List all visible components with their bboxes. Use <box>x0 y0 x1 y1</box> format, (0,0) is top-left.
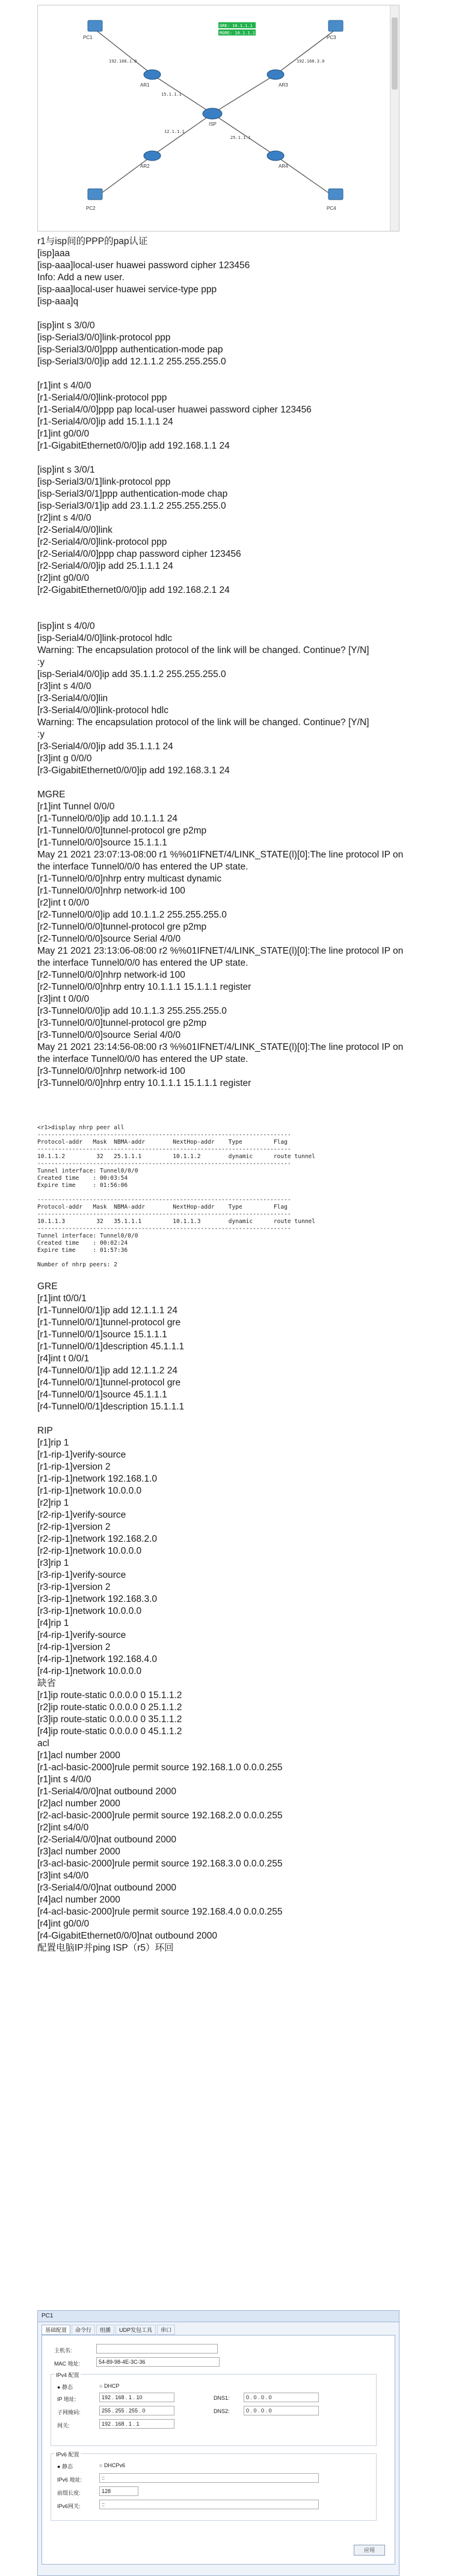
text-line: [r3]acl number 2000 <box>37 1847 120 1857</box>
svg-text:15.1.1.1: 15.1.1.1 <box>161 92 182 97</box>
text-line: [r2]int s 4/0/0 <box>37 513 91 523</box>
tab-basic[interactable]: 基础配置 <box>42 2325 70 2335</box>
pc2-icon <box>88 189 102 200</box>
text-line: [r2-Serial4/0/0]ip add 25.1.1.1 24 <box>37 561 173 571</box>
text-line: [r1-Tunnel0/0/0]nhrp network-id 100 <box>37 886 185 896</box>
text-line: [r2]int g0/0/0 <box>37 573 90 583</box>
text-line: [r1-rip-1]version 2 <box>37 1462 111 1472</box>
text-line: GRE <box>37 1281 58 1292</box>
text-line: [r2-GigabitEthernet0/0/0]ip add 192.168.2.1 24 <box>37 585 230 595</box>
text-line: [r4-GigabitEthernet0/0/0]nat outbound 2000 <box>37 1931 218 1941</box>
text-line: [r4]ip route-static 0.0.0.0 0 45.1.1.2 <box>37 1726 182 1737</box>
text-line: [r2]int s4/0/0 <box>37 1823 89 1833</box>
text-line: [r1]ip route-static 0.0.0.0 0 15.1.1.2 <box>37 1690 182 1700</box>
ipv6-section-title: IPv6 配置 <box>56 2452 79 2458</box>
text-line: Expire time : 01:57:36 <box>37 1247 128 1254</box>
text-line: [r2-Tunnel0/0/0]ip add 10.1.1.2 255.255.255.0 <box>37 910 227 920</box>
router-ar4-icon <box>267 151 284 161</box>
text-line: [r3]int s 4/0/0 <box>37 681 91 692</box>
text-line: [r3-rip-1]network 10.0.0.0 <box>37 1606 142 1616</box>
config-text-section-1 <box>37 236 410 1090</box>
text-line: [r2]int t 0/0/0 <box>37 898 90 908</box>
text-line: acl <box>37 1738 49 1749</box>
svg-text:MGRE: 10.1.1.1: MGRE: 10.1.1.1 <box>220 31 256 35</box>
text-line: Warning: The encapsulation protocol of the link will be changed. Continue? [Y/N] <box>37 645 369 655</box>
text-line: [r1]rip 1 <box>37 1438 69 1448</box>
apply-button[interactable]: 应用 <box>354 2545 385 2556</box>
text-line: [r3-Serial4/0/0]nat outbound 2000 <box>37 1883 176 1893</box>
mac-field[interactable]: 54-89-98-4E-3C-36 <box>96 2357 220 2367</box>
text-line: Number of nhrp peers: 2 <box>37 1262 117 1268</box>
text-line: [r3]rip 1 <box>37 1558 69 1568</box>
hostname-field[interactable] <box>96 2344 218 2354</box>
svg-text:GRE: 10.1.1.1: GRE: 10.1.1.1 <box>220 23 253 28</box>
tab-udp[interactable]: UDP发包工具 <box>116 2325 156 2335</box>
text-line: [r3-rip-1]network 192.168.3.0 <box>37 1594 158 1604</box>
text-line: [r3]int g 0/0/0 <box>37 753 92 764</box>
text-line: :y <box>37 729 45 740</box>
text-line: [isp]int s 4/0/0 <box>37 621 95 631</box>
text-line: [r3-acl-basic-2000]rule permit source 192.168.3.0 0.0.0.255 <box>37 1859 283 1869</box>
text-line: [isp]int s 3/0/1 <box>37 465 95 475</box>
text-line: [r1]int s 4/0/0 <box>37 1774 91 1785</box>
text-line: [r1-Tunnel0/0/0]ip add 10.1.1.1 24 <box>37 814 177 824</box>
config-text-section-2 <box>37 1281 410 1954</box>
pc1-icon <box>88 20 102 31</box>
text-line: [r3-Serial4/0/0]ip add 35.1.1.1 24 <box>37 741 173 752</box>
text-line: [r1-rip-1]network 192.168.1.0 <box>37 1474 158 1484</box>
text-line: [r1-Tunnel0/0/0]tunnel-protocol gre p2mp <box>37 826 207 836</box>
text-line: 10.1.1.2 32 25.1.1.1 10.1.1.2 dynamic route tunnel <box>37 1153 316 1160</box>
svg-text:PC3: PC3 <box>327 35 336 40</box>
mask-label: 子网掩码: <box>57 2409 81 2415</box>
text-line: [r1]int s 4/0/0 <box>37 381 91 391</box>
text-line: Protocol-addr Mask NBMA-addr NextHop-addr Type Flag <box>37 1204 288 1210</box>
text-line: [isp-Serial3/0/1]link-protocol ppp <box>37 477 171 487</box>
gateway-field[interactable]: 192 . 168 . 1 . 1 <box>99 2419 174 2429</box>
svg-text:ISP: ISP <box>209 121 217 127</box>
text-line <box>37 308 410 320</box>
ipv6-dhcp-radio[interactable]: ○ DHCPv6 <box>99 2462 125 2468</box>
text-line: Expire time : 01:56:06 <box>37 1182 128 1189</box>
text-line: ------------------------------------------------------------------------- <box>37 1211 291 1218</box>
text-line: MGRE <box>37 790 66 800</box>
topology-window <box>37 5 399 232</box>
text-line: [r4-Tunnel0/0/1]tunnel-protocol gre <box>37 1378 181 1388</box>
ipv6-gateway-field[interactable]: :: <box>99 2500 319 2509</box>
text-line: [r1-Tunnel0/0/1]source 15.1.1.1 <box>37 1329 167 1340</box>
text-line: Info: Add a new user. <box>37 272 125 283</box>
ipv6-addr-field[interactable]: :: <box>99 2473 319 2483</box>
text-line: [isp-Serial3/0/0]link-protocol ppp <box>37 333 171 343</box>
text-line: [isp-Serial3/0/1]ip add 23.1.1.2 255.255.255.0 <box>37 501 226 511</box>
nhrp-peer-output <box>37 1124 410 1269</box>
svg-text:192.168.3.0: 192.168.3.0 <box>297 59 325 64</box>
text-line: [r3]int s4/0/0 <box>37 1871 89 1881</box>
pc-config-window <box>37 2310 399 2576</box>
text-line: :y <box>37 657 45 667</box>
ipv6-gateway-label: IPv6网关: <box>57 2503 81 2509</box>
text-line: [r4-Tunnel0/0/1]source 45.1.1.1 <box>37 1390 167 1400</box>
text-line: [r2-Tunnel0/0/0]nhrp entry 10.1.1.1 15.1.1.1 register <box>37 982 251 992</box>
text-line: ------------------------------------------------------------------------- <box>37 1197 291 1203</box>
text-line: [r1-GigabitEthernet0/0/0]ip add 192.168.1.1 24 <box>37 441 230 451</box>
text-line <box>37 368 410 380</box>
text-line: [r3-Tunnel0/0/0]nhrp network-id 100 <box>37 1066 185 1076</box>
svg-text:25.1.1.1: 25.1.1.1 <box>230 135 251 140</box>
tab-serial[interactable]: 串口 <box>157 2325 175 2335</box>
text-line: 10.1.1.3 32 35.1.1.1 10.1.1.3 dynamic route tunnel <box>37 1218 316 1225</box>
svg-text:AR2: AR2 <box>140 164 150 169</box>
text-line: ------------------------------------------------------------------------- <box>37 1132 291 1138</box>
text-line: [r1-Serial4/0/0]nat outbound 2000 <box>37 1786 176 1797</box>
router-isp-icon <box>203 108 222 119</box>
text-line: <r1>display nhrp peer all <box>37 1124 125 1131</box>
text-line: [r3-Tunnel0/0/0]source Serial 4/0/0 <box>37 1030 181 1040</box>
text-line <box>37 1189 410 1197</box>
text-line: [r1-Serial4/0/0]link-protocol ppp <box>37 393 167 403</box>
ipv4-group <box>51 2374 377 2446</box>
text-line: [r2-rip-1]network 10.0.0.0 <box>37 1546 142 1556</box>
text-line: [r2-Tunnel0/0/0]tunnel-protocol gre p2mp <box>37 922 207 932</box>
text-line: May 21 2021 23:14:56-08:00 r3 %%01IFNET/4/LINK_STATE(l)[0]:The line protocol IP on the interface Tunnel0/0/0 has entered the UP state. <box>37 1042 406 1064</box>
text-line: [r1-Tunnel0/0/1]ip add 12.1.1.1 24 <box>37 1305 177 1316</box>
text-line: [r2-Tunnel0/0/0]nhrp network-id 100 <box>37 970 185 980</box>
prefix-label: 前缀长度: <box>57 2490 81 2496</box>
text-line: [r1]int g0/0/0 <box>37 429 90 439</box>
text-line: Created time : 00:02:24 <box>37 1240 128 1247</box>
pc3-icon <box>328 20 343 31</box>
svg-text:12.1.1.1: 12.1.1.1 <box>164 129 185 134</box>
text-line: [r3-Serial4/0/0]link-protocol hdlc <box>37 705 168 716</box>
text-line: [r4-Tunnel0/0/1]description 15.1.1.1 <box>37 1402 185 1412</box>
text-line: [r2-rip-1]version 2 <box>37 1522 111 1532</box>
static-radio[interactable]: ● 静态 <box>57 2384 73 2390</box>
text-line: May 21 2021 23:13:06-08:00 r2 %%01IFNET/4/LINK_STATE(l)[0]:The line protocol IP on the interface Tunnel0/0/0 has entered the UP state. <box>37 946 406 968</box>
text-line: [r3]int t 0/0/0 <box>37 994 90 1004</box>
router-ar3-icon <box>267 70 284 79</box>
text-line: [isp-aaa]q <box>37 296 79 307</box>
text-line: [r1]acl number 2000 <box>37 1750 120 1761</box>
text-line: [r1]int t0/0/1 <box>37 1293 87 1304</box>
text-line: [r4-Tunnel0/0/1]ip add 12.1.1.2 24 <box>37 1366 177 1376</box>
text-line: [r2-Tunnel0/0/0]source Serial 4/0/0 <box>37 934 181 944</box>
text-line: RIP <box>37 1426 53 1436</box>
text-line <box>37 452 410 464</box>
text-line: [r4]int t 0/0/1 <box>37 1354 90 1364</box>
text-line: [isp-Serial3/0/0]ip add 12.1.1.2 255.255.255.0 <box>37 357 226 367</box>
text-line: [r1-Tunnel0/0/1]description 45.1.1.1 <box>37 1342 185 1352</box>
text-line: [r2-rip-1]verify-source <box>37 1510 126 1520</box>
text-line: [isp]int s 3/0/0 <box>37 320 95 331</box>
text-line: [r1-Serial4/0/0]ppp pap local-user huawei password cipher 123456 <box>37 405 312 415</box>
text-line: [r4-rip-1]network 192.168.4.0 <box>37 1654 158 1664</box>
text-line: [r3-rip-1]verify-source <box>37 1570 126 1580</box>
text-line: [r1-Tunnel0/0/1]tunnel-protocol gre <box>37 1317 181 1328</box>
text-line: [r2-Serial4/0/0]nat outbound 2000 <box>37 1835 176 1845</box>
text-line <box>37 777 410 789</box>
text-line: [isp-Serial4/0/0]link-protocol hdlc <box>37 633 172 643</box>
text-line <box>37 596 410 609</box>
dns2-label: DNS2: <box>214 2408 230 2414</box>
text-line: [r2]acl number 2000 <box>37 1799 120 1809</box>
tab-multicast[interactable]: 组播 <box>96 2325 114 2335</box>
svg-text:AR3: AR3 <box>279 82 288 88</box>
text-line: ------------------------------------------------------------------------- <box>37 1161 291 1167</box>
text-line: [r3-Serial4/0/0]lin <box>37 693 108 704</box>
text-line: [r1-acl-basic-2000]rule permit source 192.168.1.0 0.0.0.255 <box>37 1762 283 1773</box>
ipv6-static-radio[interactable]: ● 静态 <box>57 2464 73 2470</box>
text-line: [isp-aaa]local-user huawei password cipher 123456 <box>37 260 250 271</box>
text-line: Protocol-addr Mask NBMA-addr NextHop-addr Type Flag <box>37 1139 288 1145</box>
text-line: [isp-Serial4/0/0]ip add 35.1.1.2 255.255.255.0 <box>37 669 226 679</box>
pc-window-title: PC1 <box>38 2311 399 2322</box>
dns1-label: DNS1: <box>214 2395 230 2401</box>
text-line: [r1-Tunnel0/0/0]source 15.1.1.1 <box>37 838 167 848</box>
topology-scrollbar[interactable] <box>390 5 399 231</box>
text-line: [isp-Serial3/0/0]ppp authentication-mode pap <box>37 345 223 355</box>
text-line: [r3-GigabitEthernet0/0/0]ip add 192.168.3.1 24 <box>37 765 230 776</box>
text-line: [r3]ip route-static 0.0.0.0 0 35.1.1.2 <box>37 1714 182 1725</box>
text-line: Created time : 00:03:54 <box>37 1175 128 1182</box>
text-line: [isp]aaa <box>37 248 70 259</box>
svg-text:PC4: PC4 <box>327 206 336 211</box>
text-line: 配置电脑IP并ping ISP（r5）环回 <box>37 1943 174 1953</box>
text-line: [r3-rip-1]version 2 <box>37 1582 111 1592</box>
text-line: [r3-Tunnel0/0/0]ip add 10.1.1.3 255.255.255.0 <box>37 1006 227 1016</box>
svg-text:PC1: PC1 <box>83 35 93 40</box>
text-line: [r1]int Tunnel 0/0/0 <box>37 802 115 812</box>
text-line: [r4]acl number 2000 <box>37 1895 120 1905</box>
ipv6-group <box>51 2453 377 2521</box>
dns2-field[interactable]: 0 . 0 . 0 . 0 <box>244 2406 319 2415</box>
text-line <box>37 1254 410 1262</box>
router-ar1-icon <box>144 70 161 79</box>
dhcp-radio[interactable]: ○ DHCP <box>99 2383 120 2389</box>
text-line: ------------------------------------------------------------------------- <box>37 1225 291 1232</box>
text-line: [r4]int g0/0/0 <box>37 1919 90 1929</box>
router-ar2-icon <box>144 151 161 161</box>
text-line: [r2]ip route-static 0.0.0.0 0 25.1.1.2 <box>37 1702 182 1713</box>
text-line: r1与isp间的PPP的pap认证 <box>37 236 148 247</box>
text-line: [r1-Tunnel0/0/0]nhrp entry multicast dynamic <box>37 874 222 884</box>
text-line <box>37 1413 410 1425</box>
text-line: ------------------------------------------------------------------------- <box>37 1146 291 1153</box>
text-line <box>37 609 410 621</box>
text-line: 缺省 <box>37 1678 57 1688</box>
tab-cli[interactable]: 命令行 <box>72 2325 95 2335</box>
text-line: [r2-Serial4/0/0]link <box>37 525 112 535</box>
text-line: [isp-aaa]local-user huawei service-type ppp <box>37 284 217 295</box>
text-line: [r2-rip-1]network 192.168.2.0 <box>37 1534 158 1544</box>
text-line: Tunnel interface: Tunnel0/0/0 <box>37 1233 138 1239</box>
svg-text:AR1: AR1 <box>140 82 150 88</box>
text-line: [r1-rip-1]verify-source <box>37 1450 126 1460</box>
text-line: [r2]rip 1 <box>37 1498 69 1508</box>
text-line: [r2-Serial4/0/0]link-protocol ppp <box>37 537 167 547</box>
svg-text:192.168.1.0: 192.168.1.0 <box>109 59 137 64</box>
text-line: [r2-acl-basic-2000]rule permit source 192.168.2.0 0.0.0.255 <box>37 1811 283 1821</box>
prefix-field[interactable]: 128 <box>99 2486 138 2496</box>
ip-label: IP 地址: <box>57 2396 76 2402</box>
text-line: [r1-rip-1]network 10.0.0.0 <box>37 1486 142 1496</box>
text-line: [r4-rip-1]verify-source <box>37 1630 126 1640</box>
topology-canvas <box>38 5 390 231</box>
hostname-label: 主机名: <box>54 2348 72 2354</box>
dns1-field[interactable]: 0 . 0 . 0 . 0 <box>244 2393 319 2402</box>
text-line: [isp-Serial3/0/1]ppp authentication-mode chap <box>37 489 228 499</box>
svg-text:AR4: AR4 <box>279 164 288 169</box>
pc4-icon <box>328 189 343 200</box>
mask-field[interactable]: 255 . 255 . 255 . 0 <box>99 2406 174 2415</box>
ipv4-section-title: IPv4 配置 <box>56 2372 79 2378</box>
mac-label: MAC 地址: <box>54 2361 81 2367</box>
text-line: [r4-rip-1]network 10.0.0.0 <box>37 1666 142 1676</box>
text-line: [r4-acl-basic-2000]rule permit source 192.168.4.0 0.0.0.255 <box>37 1907 283 1917</box>
text-line: [r3-Tunnel0/0/0]tunnel-protocol gre p2mp <box>37 1018 207 1028</box>
ip-field[interactable]: 192 . 168 . 1 . 10 <box>99 2393 174 2402</box>
text-line: [r4-rip-1]version 2 <box>37 1642 111 1652</box>
text-line: [r4]rip 1 <box>37 1618 69 1628</box>
text-line: Warning: The encapsulation protocol of the link will be changed. Continue? [Y/N] <box>37 717 369 728</box>
text-line: May 21 2021 23:07:13-08:00 r1 %%01IFNET/4/LINK_STATE(l)[0]:The line protocol IP on the interface Tunnel0/0/0 has entered the UP state. <box>37 850 406 872</box>
svg-text:PC2: PC2 <box>86 206 96 211</box>
gateway-label: 网关: <box>57 2423 70 2429</box>
text-line: [r1-Serial4/0/0]ip add 15.1.1.1 24 <box>37 417 173 427</box>
ipv6-addr-label: IPv6 地址: <box>57 2477 82 2483</box>
text-line: Tunnel interface: Tunnel0/0/0 <box>37 1168 138 1174</box>
text-line: [r3-Tunnel0/0/0]nhrp entry 10.1.1.1 15.1.1.1 register <box>37 1078 251 1088</box>
text-line: [r2-Serial4/0/0]ppp chap password cipher 123456 <box>37 549 241 559</box>
